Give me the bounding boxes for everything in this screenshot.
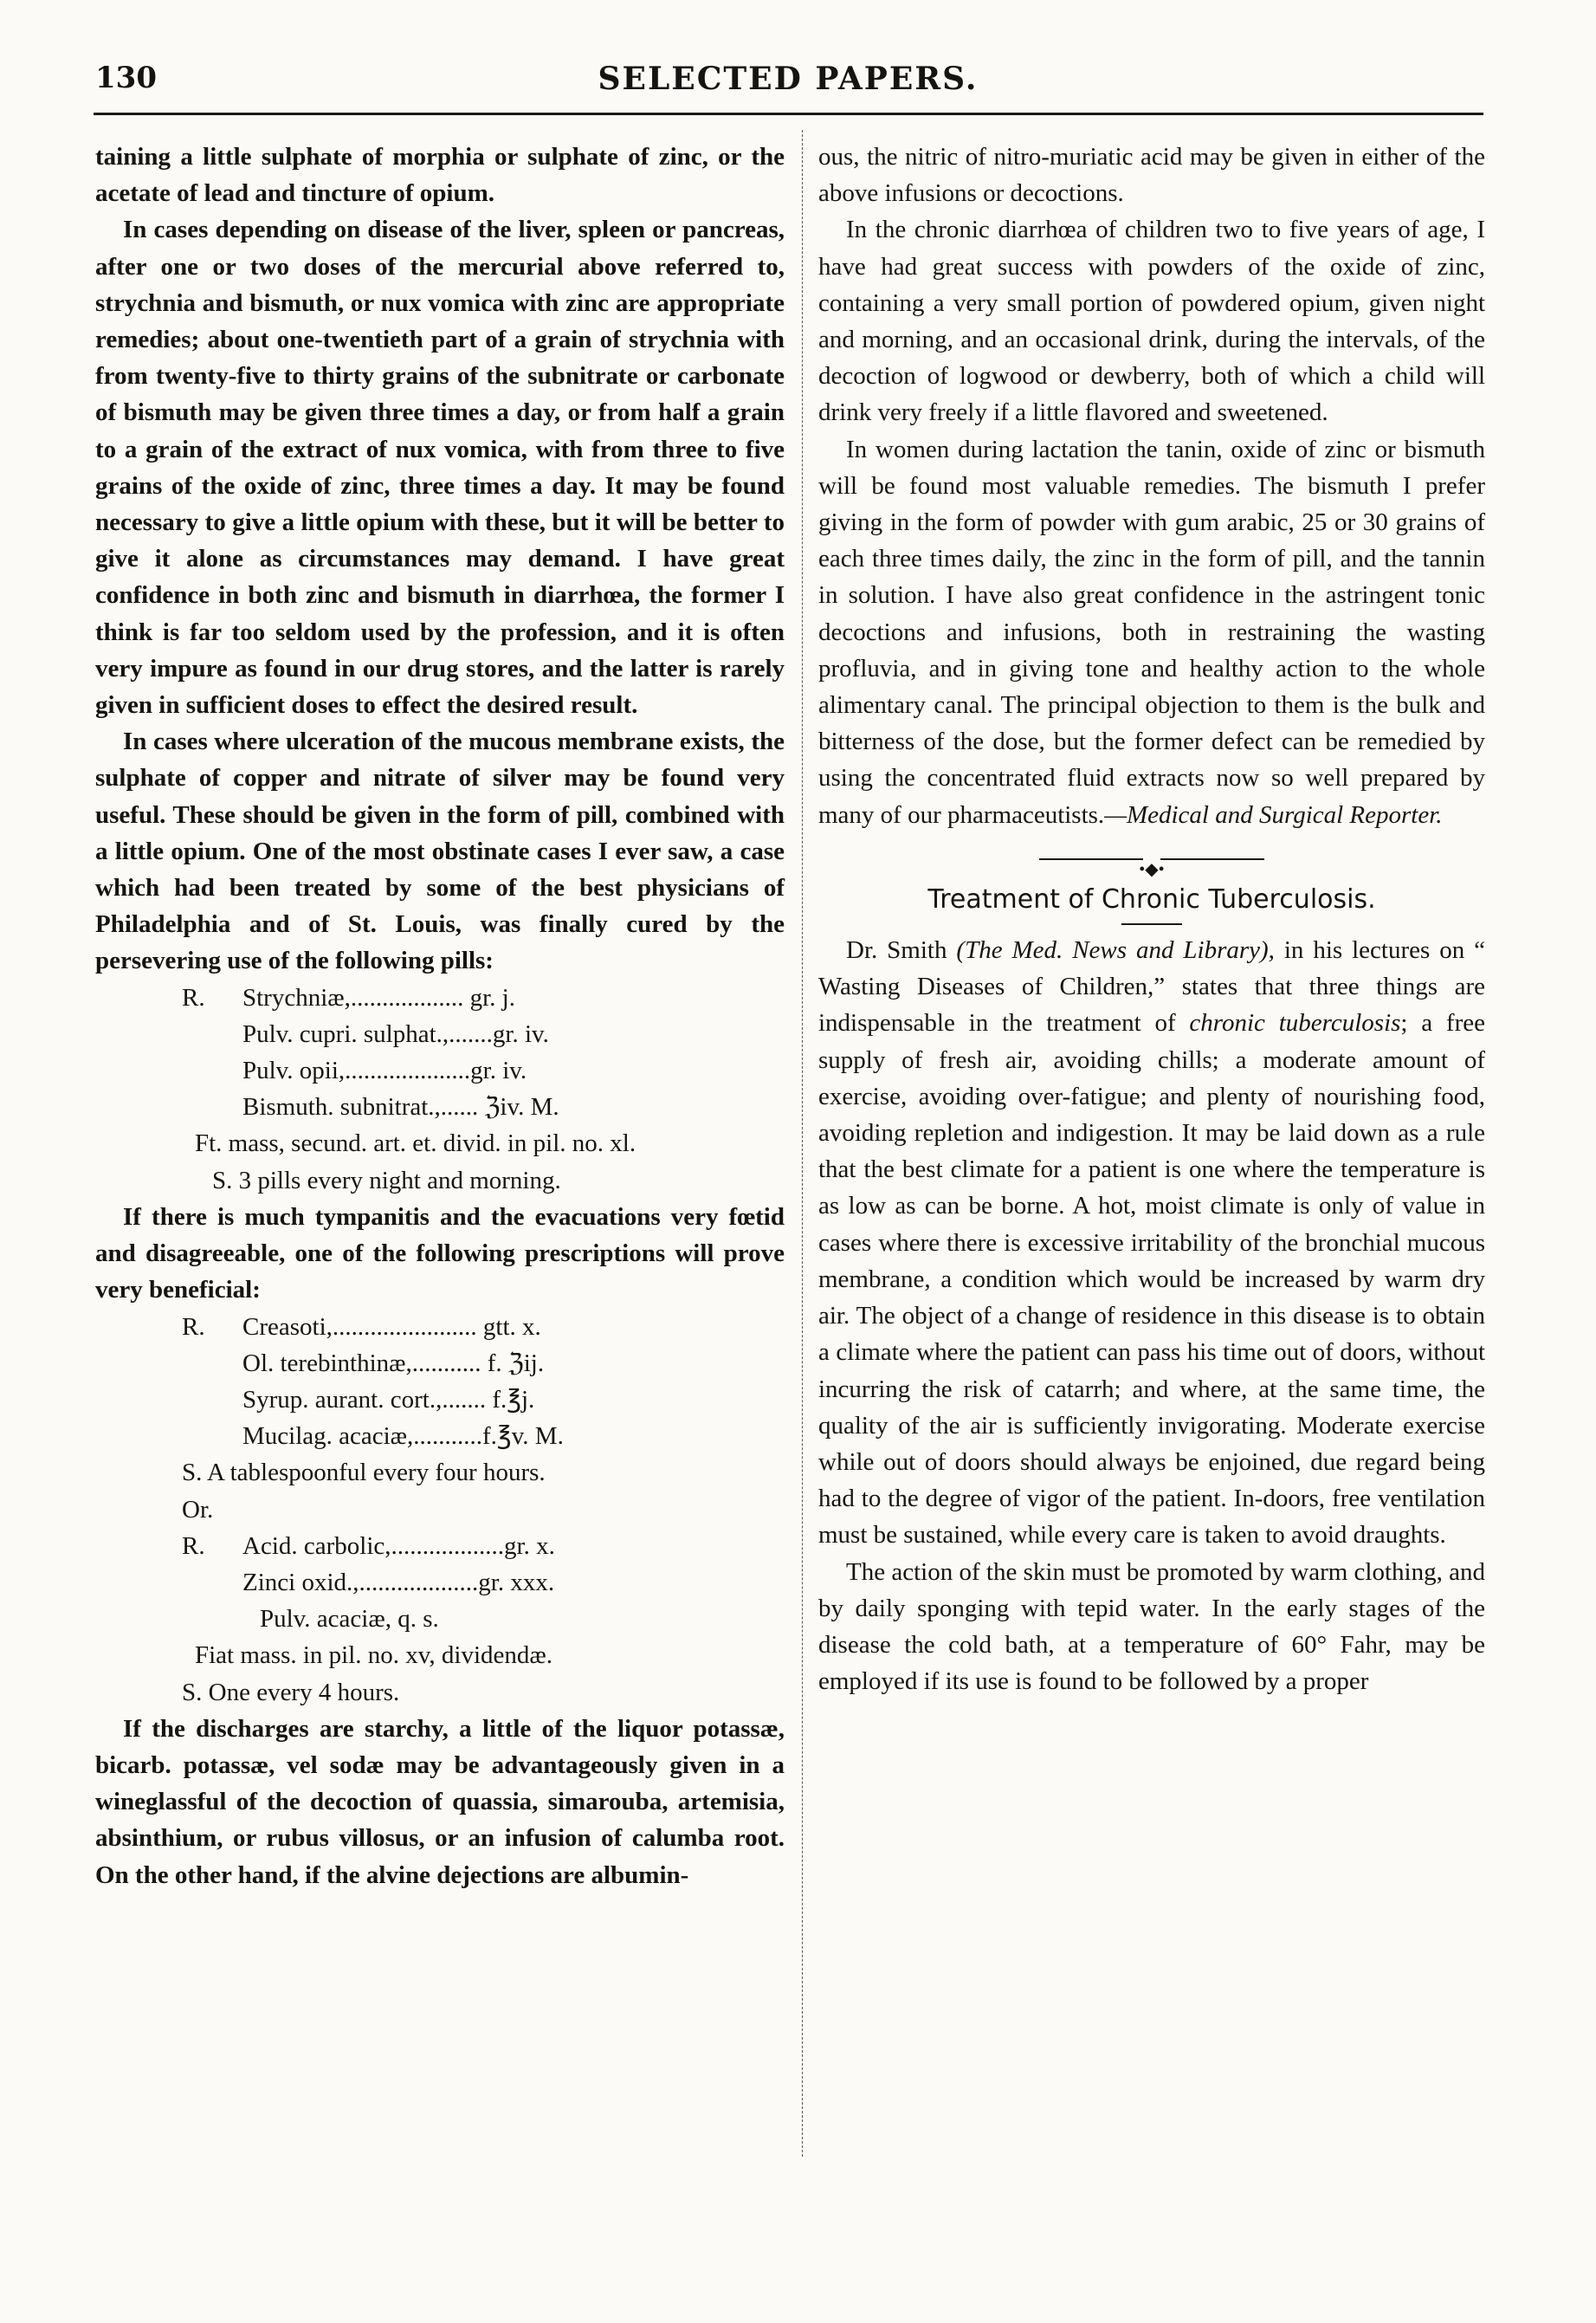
prescription-line bbox=[95, 1309, 785, 1345]
column-divider bbox=[802, 130, 803, 2157]
recipe-symbol: R. bbox=[182, 1312, 205, 1341]
prescription-2 bbox=[95, 1309, 785, 1528]
section-ornament bbox=[818, 849, 1485, 879]
prescription-directions: Fiat mass. in pil. no. xv, dividendæ. bbox=[195, 1641, 552, 1670]
paragraph: In cases where ulceration of the mucous membrane exists, the sulphate of copper and nitrate of silver may be found very useful. These should be given in the form of pill, combined with a little opium. One of the most obstinate cases I ever saw, a case which had been treated by some of the best physicians of Philadelphia and of St. Louis, was finally cured by the persevering use of the following pills: bbox=[95, 728, 785, 975]
paragraph: The action of the skin must be promoted by warm clothing, and by daily sponging with tepid water. In the early stages of the disease the cold bath, at a temperature of 60° Fahr, may be employed if its use is found to be followed by a proper bbox=[818, 1557, 1485, 1696]
prescription-3 bbox=[95, 1528, 785, 1711]
paragraph: In the chronic diarrhœa of children two to five years of age, I have had great success with powders of the oxide of zinc, containing a very small portion of powdered opium, given night and morning, and an occasional drink, during the intervals, of the decoction of logwood or dewberry, both of which a child will drink very freely if a little flavored and sweetened. bbox=[818, 216, 1485, 427]
source-citation: —Medical and Surgical Reporter. bbox=[1104, 800, 1443, 829]
page-number: 130 bbox=[95, 61, 157, 95]
ornament-rule bbox=[1039, 858, 1143, 860]
section-title: Treatment of Chronic Tuberculosis. bbox=[927, 883, 1376, 915]
source-citation: (The Med. News and Library), bbox=[956, 936, 1275, 965]
recipe-symbol: R. bbox=[182, 983, 205, 1012]
paragraph: ous, the nitric of nitro-muriatic acid may be given in either of the above infusions or decoctions. bbox=[818, 143, 1485, 208]
title-rule bbox=[1121, 923, 1182, 925]
paragraph-text: In women during lactation the tanin, oxide of zinc or bismuth will be found most valuable remedies. The bismuth I prefer giving in the form of powder with gum arabic, 25 or 30 grains of each three times daily, the zinc in the form of pill, and the tannin in solution. I have also great confidence in the astringent tonic decoctions and infusions, both in restraining the wasting profluvia, and in giving tone and healthy action to the whole alimentary canal. The principal objection to them is the bulk and bitterness of the dose, but the former defect can be remedied by using the concentrated fluid extracts now so well prepared by many of our pharmaceutists. bbox=[818, 435, 1485, 829]
prescription-line bbox=[95, 1528, 785, 1564]
paragraph: In cases depending on disease of the liver, spleen or pancreas, after one or two doses of the mercurial above referred to, strychnia and bismuth, or nux vomica with zinc are appropriate remedies; about one-twentieth part of a grain of strychnia with from twenty-five to thirty grains of the subnitrate or carbonate of bismuth may be given three times a day, or from half a grain to a grain of the extract of nux vomica, with from three to five grains of the oxide of zinc, three times a day. It may be found necessary to give a little opium with these, but it will be better to give it alone as circumstances may demand. I have great confidence in both zinc and bismuth in diarrhœa, the former I think is far too seldom used by the profession, and it is often very impure as found in our drug stores, and the latter is rarely given in sufficient doses to effect the desired result. bbox=[95, 216, 785, 720]
prescription-directions: Ft. mass, secund. art. et. divid. in pil. no. xl. bbox=[195, 1129, 636, 1158]
ingredient: Strychniæ,.................. gr. j. bbox=[242, 983, 515, 1012]
paragraph: If there is much tympanitis and the evacuations very fœtid and disagreeable, one of the following prescriptions will prove very beneficial: bbox=[95, 1202, 785, 1304]
ornament-rule bbox=[1160, 858, 1264, 860]
paragraph bbox=[818, 431, 1485, 833]
paragraph: If the discharges are starchy, a little of the liquor potassæ, bicarb. potassæ, vel sodæ may be advantageously given in a wineglassful of the decoction of quassia, simarouba, artemisia, absinthium, or rubus villosus, or an infusion of calumba root. On the other hand, if the alvine dejections are albumin- bbox=[95, 1714, 785, 1889]
paragraph-text: in his lectures on “ Wasting Diseases of Children,” states that three things are indispensable in the treatment of bbox=[818, 936, 1485, 1038]
prescription-signa: S. 3 pills every night and morning. bbox=[212, 1166, 561, 1194]
right-column bbox=[818, 139, 1485, 1699]
left-column bbox=[95, 139, 785, 1893]
paragraph: taining a little sulphate of morphia or sulphate of zinc, or the acetate of lead and tincture of opium. bbox=[95, 143, 785, 208]
prescription-signa: S. One every 4 hours. bbox=[182, 1678, 400, 1706]
prescription-or: Or. bbox=[182, 1495, 214, 1524]
ingredient: Pulv. opii,....................gr. iv. bbox=[242, 1057, 527, 1085]
ingredient: Pulv. acaciæ, q. s. bbox=[260, 1605, 439, 1634]
emphasis: chronic tuberculosis bbox=[1189, 1009, 1401, 1038]
ingredient: Syrup. aurant. cort.,....... f.℥j. bbox=[242, 1385, 535, 1414]
prescription-signa: S. A tablespoonful every four hours. bbox=[182, 1459, 546, 1487]
running-head: SELECTED PAPERS. bbox=[598, 61, 979, 97]
prescription-1 bbox=[95, 980, 785, 1199]
paragraph-text: ; a free supply of fresh air, avoiding chills; a moderate amount of exercise, avoiding over-fatigue; and plenty of nourishing food, avoiding repletion and indigestion. It may be laid down as a rule that the best climate for a patient is one where the temperature is as low as can be borne. A hot, moist climate is only of value in cases where there is excessive irritability of the bronchial mucous membrane, a condition which would be increased by warm dry air. The object of a change of residence in this disease is to obtain a climate where the patient can pass his time out of doors, without incurring the risk of catarrh; and where, at the same time, the quality of the air is sufficiently invigorating. Moderate exercise while out of doors should always be enjoined, due regard being had to the degree of vigor of the patient. In-doors, free ventilation must be sustained, while every care is taken to avoid draughts. bbox=[818, 1009, 1485, 1550]
header-rule bbox=[94, 113, 1483, 115]
ingredient: Zinci oxid.,...................gr. xxx. bbox=[242, 1568, 555, 1596]
paragraph bbox=[818, 932, 1485, 1553]
ornament-glyph: •◆• bbox=[1139, 859, 1165, 879]
author: Dr. Smith bbox=[846, 936, 947, 965]
ingredient: Ol. terebinthinæ,........... f. ℨij. bbox=[242, 1349, 545, 1377]
page-header bbox=[95, 61, 1481, 107]
ingredient: Creasoti,....................... gtt. x. bbox=[242, 1312, 541, 1341]
recipe-symbol: R. bbox=[182, 1531, 205, 1560]
ingredient: Mucilag. acaciæ,...........f.℥v. M. bbox=[242, 1422, 564, 1451]
ingredient: Pulv. cupri. sulphat.,.......gr. iv. bbox=[242, 1019, 549, 1048]
ingredient: Acid. carbolic,..................gr. x. bbox=[242, 1531, 555, 1560]
prescription-line bbox=[95, 980, 785, 1016]
ingredient: Bismuth. subnitrat.,...... ℨiv. M. bbox=[242, 1093, 559, 1122]
